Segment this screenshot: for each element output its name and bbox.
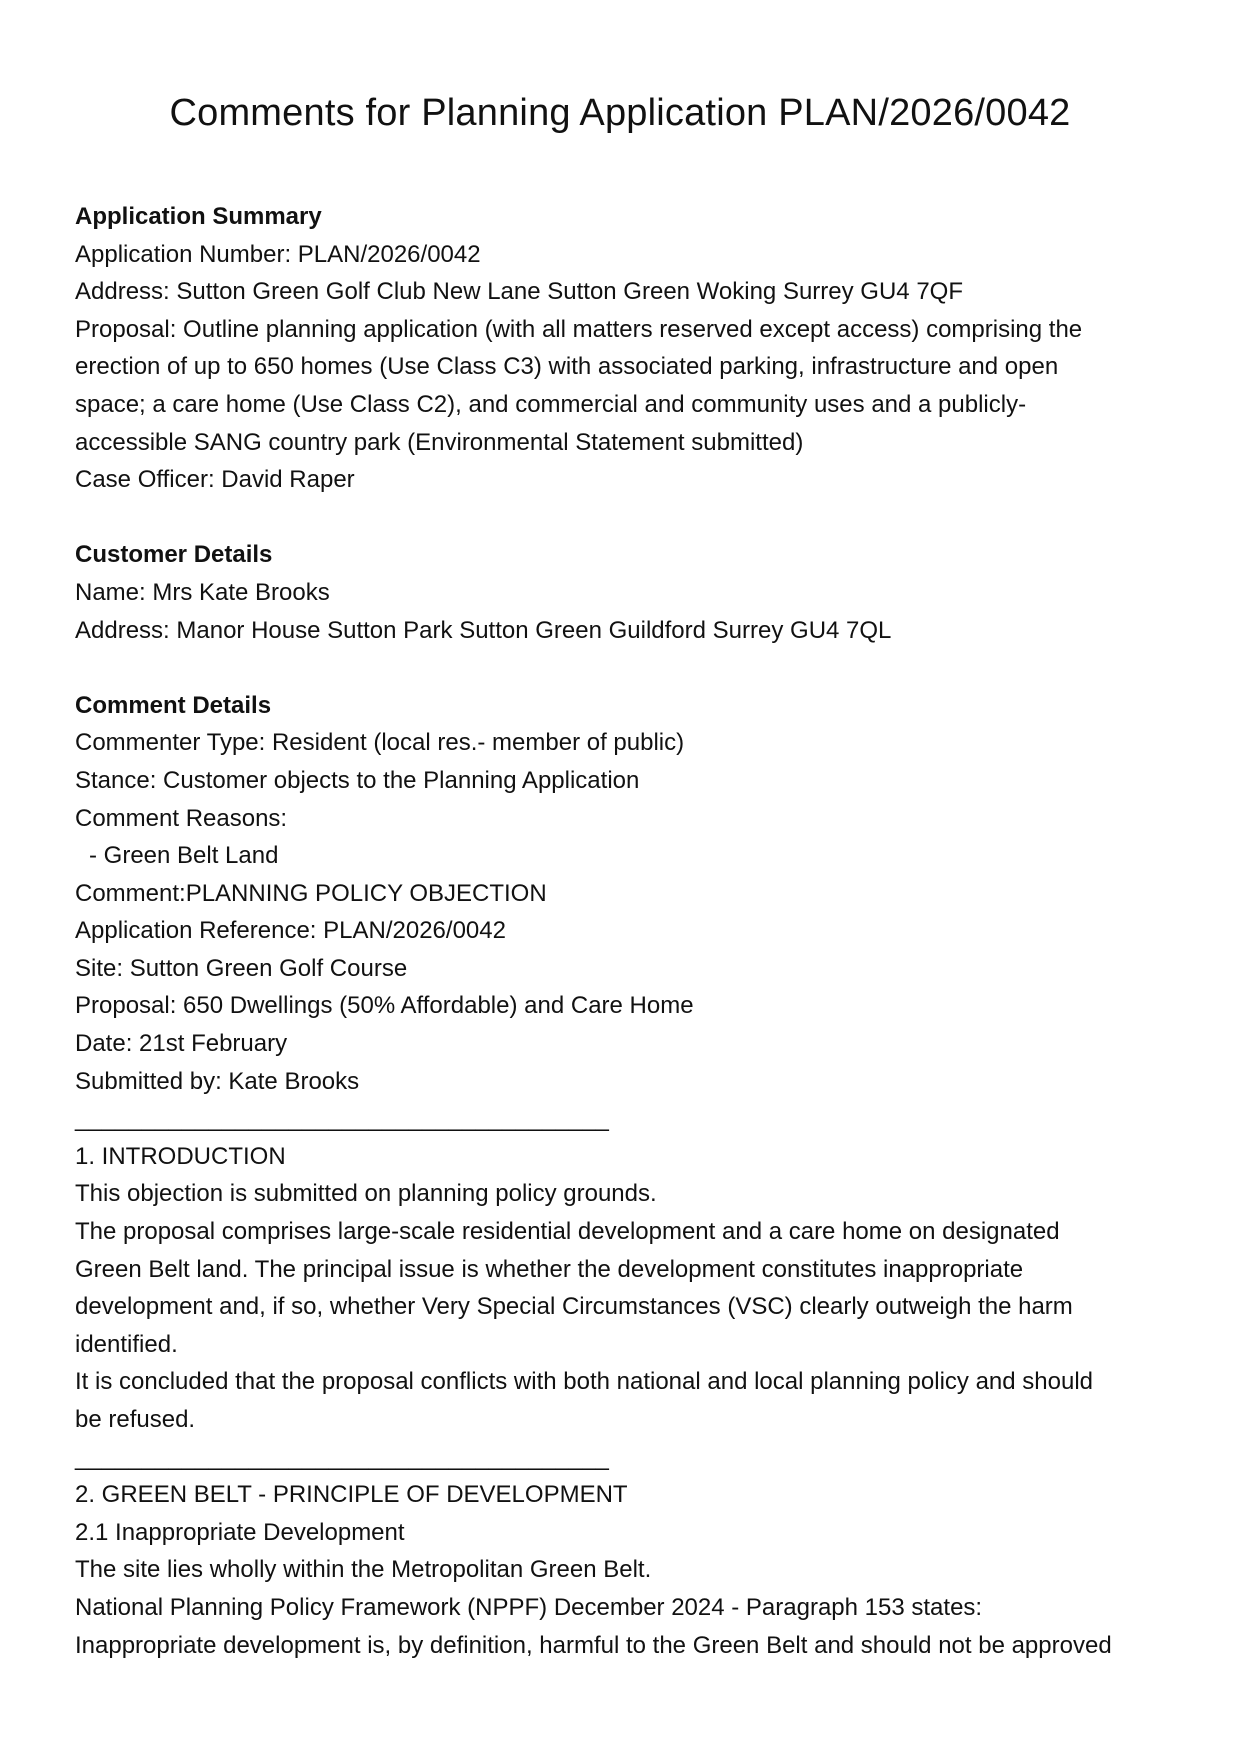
comment-details-heading: Comment Details (75, 691, 272, 719)
stance: Stance: Customer objects to the Planning Application (75, 766, 640, 794)
comment-date: Date: 21st February (75, 1030, 288, 1058)
proposal-summary: Proposal: 650 Dwellings (50% Affordable) and Care Home (75, 992, 694, 1020)
separator-line: ________________________________________ (75, 1443, 609, 1471)
comment-reason-item: - Green Belt Land (89, 842, 279, 870)
site: Site: Sutton Green Golf Course (75, 954, 408, 982)
commenter-type: Commenter Type: Resident (local res.- member of public) (75, 729, 685, 757)
section-1-text: development and, if so, whether Very Special Circumstances (VSC) clearly outweigh the harm (75, 1293, 1073, 1321)
application-number: Application Number: PLAN/2026/0042 (75, 240, 481, 268)
submitted-by: Submitted by: Kate Brooks (75, 1067, 360, 1095)
section-2-text: The site lies wholly within the Metropolitan Green Belt. (75, 1556, 652, 1584)
case-officer: Case Officer: David Raper (75, 466, 355, 494)
comment-title: Comment:PLANNING POLICY OBJECTION (75, 879, 547, 907)
section-1-text: This objection is submitted on planning policy grounds. (75, 1180, 657, 1208)
section-1-heading: 1. INTRODUCTION (75, 1142, 286, 1170)
separator-line: ________________________________________ (75, 1105, 609, 1133)
application-proposal-line: space; a care home (Use Class C2), and commercial and community uses and a publicly- (75, 390, 1027, 418)
spacer (75, 499, 1175, 537)
application-proposal-line: erection of up to 650 homes (Use Class C3) with associated parking, infrastructure and open (75, 353, 1059, 381)
spacer (75, 649, 1175, 687)
customer-address: Address: Manor House Sutton Park Sutton Green Guildford Surrey GU4 7QL (75, 616, 892, 644)
document-body (75, 198, 1175, 1664)
customer-details-heading: Customer Details (75, 541, 273, 569)
customer-name: Name: Mrs Kate Brooks (75, 578, 330, 606)
section-1-text: It is concluded that the proposal conflicts with both national and local planning policy and should (75, 1368, 1093, 1396)
section-2-text: National Planning Policy Framework (NPPF) December 2024 - Paragraph 153 states: (75, 1593, 983, 1621)
application-address: Address: Sutton Green Golf Club New Lane Sutton Green Woking Surrey GU4 7QF (75, 278, 963, 306)
application-proposal-line: accessible SANG country park (Environmental Statement submitted) (75, 428, 804, 456)
application-reference: Application Reference: PLAN/2026/0042 (75, 917, 506, 945)
section-2-heading: 2. GREEN BELT - PRINCIPLE OF DEVELOPMENT (75, 1481, 628, 1509)
page-title: Comments for Planning Application PLAN/2026/0042 (169, 92, 1071, 134)
section-2-subheading: 2.1 Inappropriate Development (75, 1518, 405, 1546)
application-proposal-line: Proposal: Outline planning application (with all matters reserved except access) comprising the (75, 315, 1083, 343)
section-1-text: Green Belt land. The principal issue is whether the development constitutes inappropriate (75, 1255, 1024, 1283)
section-1-text: be refused. (75, 1406, 196, 1433)
section-1-text: The proposal comprises large-scale residential development and a care home on designated (75, 1218, 1060, 1246)
comment-reasons-label: Comment Reasons: (75, 804, 288, 832)
section-2-text: Inappropriate development is, by definition, harmful to the Green Belt and should not be approved (75, 1631, 1112, 1659)
application-summary-heading: Application Summary (75, 203, 322, 230)
section-1-text: identified. (75, 1330, 178, 1358)
